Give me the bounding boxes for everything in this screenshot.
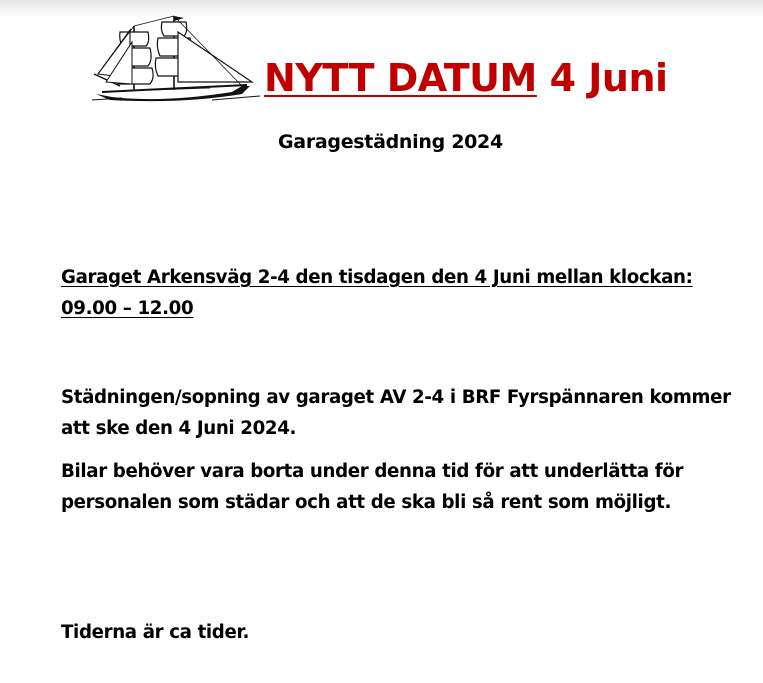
sailing-ship-icon: [92, 12, 262, 104]
headline: [264, 50, 668, 106]
headline-spacer: [537, 56, 550, 100]
times-note: [61, 617, 741, 648]
cars-line-2: personalen som städar och att de ska bli så rent som möjligt.: [61, 492, 672, 513]
cars-paragraph: [61, 456, 741, 518]
location-line-1: Garaget Arkensväg 2-4 den tisdagen den 4 Juni mellan klockan:: [61, 267, 693, 288]
cars-line-1: Bilar behöver vara borta under denna tid för att underlätta för: [61, 461, 684, 482]
location-line-2: 09.00 – 12.00: [61, 298, 194, 319]
times-note-text: Tiderna är ca tider.: [61, 622, 250, 643]
cleaning-line-1: Städningen/sopning av garaget AV 2-4 i BRF Fyrspännaren kommer: [61, 387, 731, 408]
page-title: Garagestädning 2024: [278, 131, 503, 153]
headline-new-date: NYTT DATUM: [264, 56, 537, 100]
location-paragraph: [61, 262, 741, 324]
cleaning-paragraph: [61, 382, 741, 444]
headline-date: 4 Juni: [549, 56, 668, 100]
cleaning-line-2: att ske den 4 Juni 2024.: [61, 418, 297, 439]
